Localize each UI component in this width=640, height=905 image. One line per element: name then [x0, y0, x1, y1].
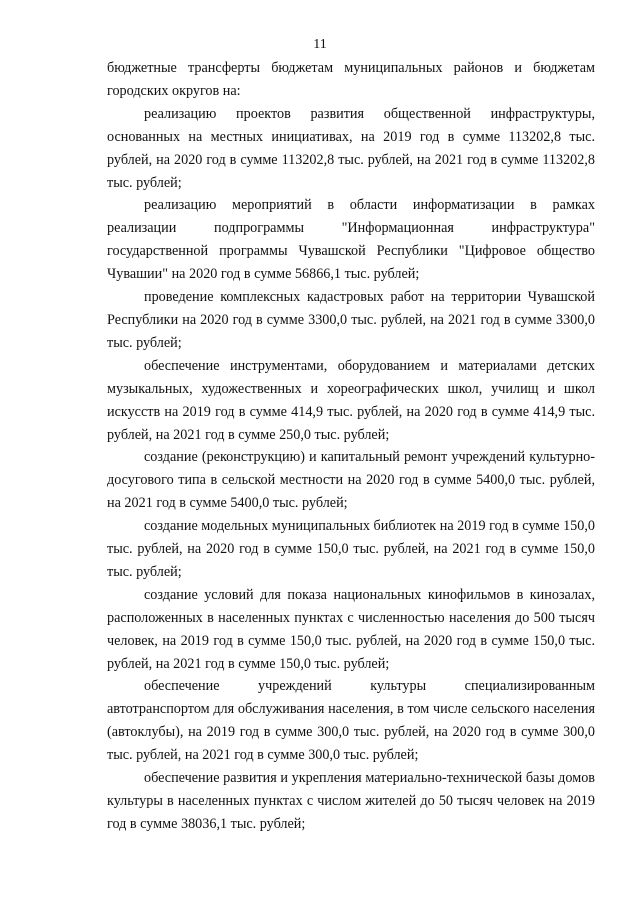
paragraph-intro: бюджетные трансферты бюджетам муниципальных районов и бюджетам городских округов на: — [107, 60, 595, 99]
paragraph-art-schools-equipment: обеспечение инструментами, оборудованием и материалами детских музыкальных, художественных и хореографических школ, училищ и школ искусств на 2019 год в сумме 414,9 тыс. рублей, на 2020 год в сумме 414,9 тыс. рублей, на 2021 год в сумме 250,0 тыс. рублей; — [107, 357, 595, 443]
page-number: 11 — [313, 37, 327, 52]
paragraph-houses-of-culture: обеспечение развития и укрепления материально-технической базы домов культуры в населенных пунктах с числом жителей до 50 тысяч человек на 2019 год в сумме 38036,1 тыс. рублей; — [107, 770, 595, 832]
paragraph-cinema-halls: создание условий для показа национальных кинофильмов в кинозалах, расположенных в населенных пунктах с численностью населения до 500 тысяч человек, на 2019 год в сумме 150,0 тыс. рублей, на 2020 год в сумме 150,0 тыс. рублей, на 2021 год в сумме 150,0 тыс. рублей; — [107, 586, 595, 672]
document-body — [107, 57, 595, 836]
paragraph-cadastral-works: проведение комплексных кадастровых работ на территории Чувашской Республики на 2020 год в сумме 3300,0 тыс. рублей, на 2021 год в сумме 3300,0 тыс. рублей; — [107, 289, 595, 351]
paragraph-informatization: реализацию мероприятий в области информатизации в рамках реализации подпрограммы "Информационная инфраструктура" государственной программы Чувашской Республики "Цифровое общество Чувашии" на 2020 год в сумме 56866,1 тыс. рублей; — [107, 197, 595, 283]
paragraph-model-libraries: создание модельных муниципальных библиотек на 2019 год в сумме 150,0 тыс. рублей, на 2020 год в сумме 150,0 тыс. рублей, на 2021 год в сумме 150,0 тыс. рублей; — [107, 518, 595, 580]
paragraph-infrastructure-projects: реализацию проектов развития общественной инфраструктуры, основанных на местных инициативах, на 2019 год в сумме 113202,8 тыс. рублей, на 2020 год в сумме 113202,8 тыс. рублей, на 2021 год в сумме 113202,8 тыс. рублей; — [107, 105, 595, 191]
paragraph-autoclubs: обеспечение учреждений культуры специализированным автотранспортом для обслуживания населения, в том числе сельского населения (автоклубы), на 2019 год в сумме 300,0 тыс. рублей, на 2020 год в сумме 300,0 тыс. рублей, на 2021 год в сумме 300,0 тыс. рублей; — [107, 678, 595, 764]
paragraph-cultural-institutions: создание (реконструкцию) и капитальный ремонт учреждений культурно-досугового типа в сельской местности на 2020 год в сумме 5400,0 тыс. рублей, на 2021 год в сумме 5400,0 тыс. рублей; — [107, 449, 595, 512]
